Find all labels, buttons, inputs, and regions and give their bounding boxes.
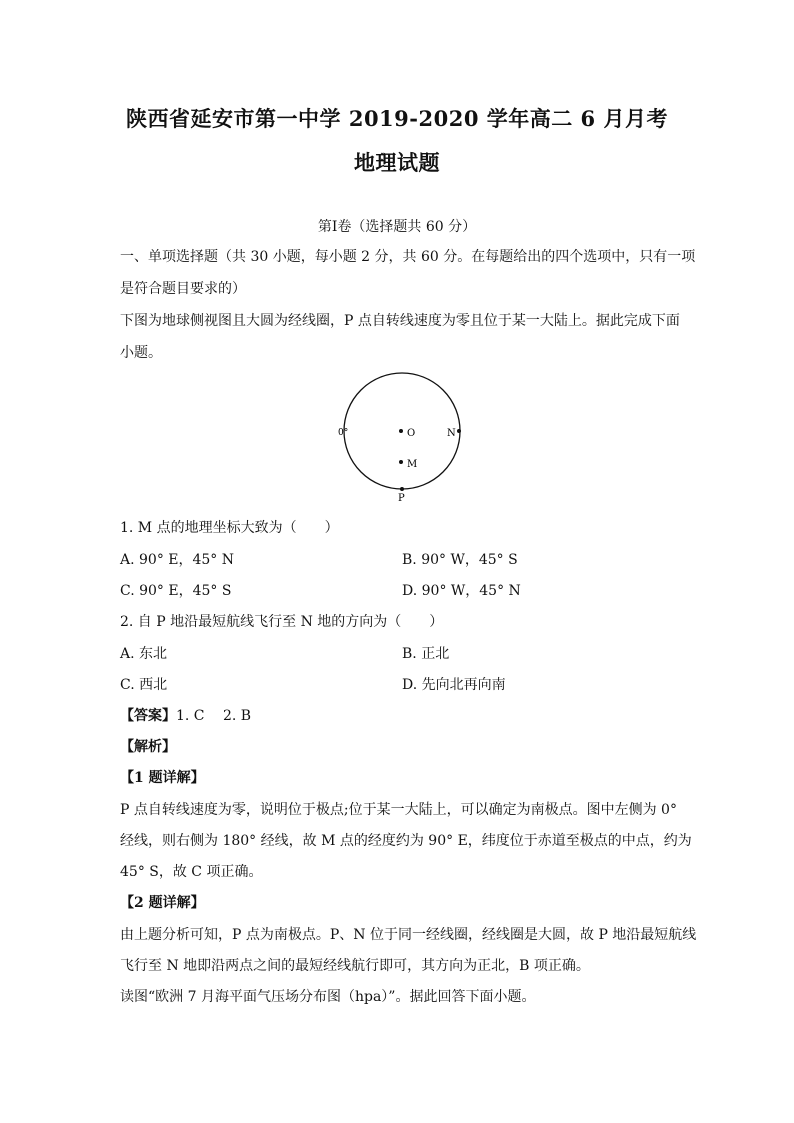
question-2-option-d: D. 先向北再向南 bbox=[402, 677, 506, 693]
detail-1-line-1: P 点自转线速度为零，说明位于极点;位于某一大陆上，可以确定为南极点。图中左侧为 0° bbox=[120, 802, 677, 818]
label-n: N bbox=[447, 428, 456, 439]
analysis-label: 【解析】 bbox=[120, 739, 176, 755]
point-m bbox=[399, 460, 403, 464]
point-p bbox=[400, 487, 404, 491]
point-o bbox=[399, 429, 403, 433]
answer-text: 1. C 2. B bbox=[176, 708, 252, 724]
earth-side-view-figure bbox=[330, 365, 470, 505]
label-0-degree: 0° bbox=[338, 428, 349, 438]
intro-line-1: 下图为地球侧视图且大圆为经线圈，P 点自转线速度为零且位于某一大陆上。据此完成下面 bbox=[120, 313, 680, 329]
detail-2-label: 【2 题详解】 bbox=[120, 895, 205, 911]
question-2-option-a: A. 东北 bbox=[120, 646, 168, 662]
section-title: 第Ⅰ卷（选择题共 60 分） bbox=[317, 219, 477, 235]
label-m: M bbox=[407, 459, 418, 470]
question-2-stem: 2. 自 P 地沿最短航线飞行至 N 地的方向为（ ） bbox=[120, 614, 444, 630]
label-p: P bbox=[398, 493, 405, 504]
question-2-option-c: C. 西北 bbox=[120, 677, 168, 693]
answer-line bbox=[120, 706, 680, 726]
answer-label: 【答案】 bbox=[120, 708, 176, 724]
question-2-option-b: B. 正北 bbox=[402, 646, 450, 662]
detail-1-line-2: 经线，则右侧为 180° 经线，故 M 点的经度约为 90° E，纬度位于赤道至极点的中点，约为 bbox=[120, 833, 692, 849]
label-o: O bbox=[407, 428, 416, 439]
detail-1-line-3: 45° S，故 C 项正确。 bbox=[120, 864, 263, 880]
instructions-line-2: 是符合题目要求的） bbox=[120, 281, 246, 297]
detail-2-line-1: 由上题分析可知，P 点为南极点。P、N 位于同一经线圈，经线圈是大圆，故 P 地沿最短航线 bbox=[120, 927, 697, 943]
detail-2-line-2: 飞行至 N 地即沿两点之间的最短经线航行即可，其方向为正北，B 项正确。 bbox=[120, 958, 590, 974]
question-1-option-c: C. 90° E，45° S bbox=[120, 583, 232, 599]
question-1-option-b: B. 90° W，45° S bbox=[402, 552, 518, 568]
intro-line-2: 小题。 bbox=[120, 345, 162, 361]
instructions-line-1: 一、单项选择题（共 30 小题，每小题 2 分，共 60 分。在每题给出的四个选项中，只有一项 bbox=[120, 249, 696, 265]
exam-title: 陕西省延安市第一中学 2019-2020 学年高二 6 月月考 bbox=[126, 106, 668, 131]
exam-subtitle: 地理试题 bbox=[354, 150, 440, 175]
question-1-option-a: A. 90° E，45° N bbox=[120, 552, 235, 568]
point-n bbox=[457, 429, 461, 433]
question-1-stem: 1. M 点的地理坐标大致为（ ） bbox=[120, 520, 339, 536]
next-question-intro: 读图“欧洲 7 月海平面气压场分布图（hpa）”。据此回答下面小题。 bbox=[120, 989, 536, 1005]
question-1-option-d: D. 90° W，45° N bbox=[402, 583, 521, 599]
detail-1-label: 【1 题详解】 bbox=[120, 770, 205, 786]
